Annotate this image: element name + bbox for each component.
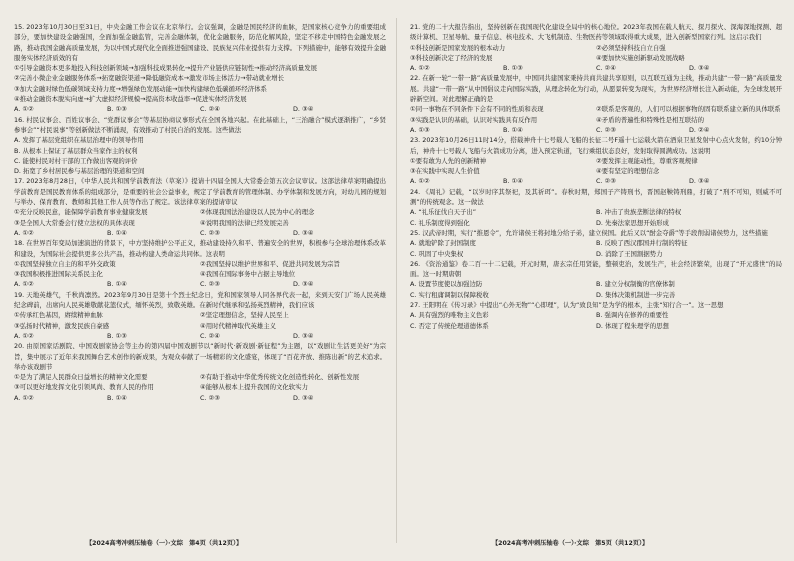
option-d: D. ③④ xyxy=(293,393,314,402)
option-d: D. 拓宽了乡村居民参与基层治理的渠道和空间 xyxy=(14,167,145,176)
option-c: C. ②④ xyxy=(200,331,220,340)
option-a: A. ①② xyxy=(410,177,430,186)
option-a: A. ①② xyxy=(410,64,430,73)
option-c: C. ②④ xyxy=(596,64,616,73)
option-a: A. ①② xyxy=(14,393,34,402)
question-stem: 27. 王阳明在《传习录》中提出“心外无物”“心即理”，认为“致良知”是为学的根本，主张“知行合一”。这一思想 xyxy=(410,301,724,310)
question-item: ①充分反映民意，能保障学前教育事业健康发展 xyxy=(14,208,148,217)
option-c: C. 实行租庸调制以保障税收 xyxy=(410,290,489,299)
left-page xyxy=(14,22,386,532)
question-item: ③弘扬时代精神，激发民族自豪感 xyxy=(14,321,110,330)
question-stem: 24. 《周礼》记载，“以岁时序其祭祀，及其祈珥”。春秋时期，郑国子产铸刑书，晋国赵鞅铸刑鼎，打破了“刑不可知，则威不可测”的传统观念。这一做法 xyxy=(410,187,782,207)
option-d: D. 消除了王国割据势力 xyxy=(596,249,663,258)
question-item: ②必须坚持科技自立自强 xyxy=(596,43,666,52)
question-item: ③科技创新决定了经济的发展 xyxy=(410,53,493,62)
answer-options xyxy=(410,279,782,300)
option-b: B. 从根本上保证了基层群众当家作主的权利 xyxy=(14,146,138,155)
question-26 xyxy=(410,259,782,300)
answer-options xyxy=(14,104,386,114)
question-item: ④矛盾的普遍性和特殊性是相互联结的 xyxy=(596,115,704,124)
question-21 xyxy=(410,22,782,73)
answer-options xyxy=(410,125,782,135)
question-item: ②有助于推动中华优秀传统文化创造性转化、创新性发展 xyxy=(200,373,360,382)
option-b: B. 反映了西汉郡国并行制的特征 xyxy=(596,239,688,248)
question-stem: 17. 2023年8月28日，《中华人民共和国学前教育法（草案）》提请十四届全国人大常委会第五次会议审议。这部法律草案明确提出学前教育是国民教育体系的组成部分，是重要的社会公益事业，规定了学前教育的管理体制、办学体制和发展方向，对幼儿园的规划与举办、保育教育、教师和其他工作人员等作出了规定。该法律草案的提请审议 xyxy=(14,177,386,207)
answer-options xyxy=(410,238,782,259)
option-d: D. 先秦法家思想开始形成 xyxy=(596,218,669,227)
option-c: C. 能使村民对村干部的工作做出客观的评价 xyxy=(14,156,138,165)
question-22 xyxy=(410,73,782,135)
option-c: C. ②③ xyxy=(200,228,220,237)
question-15 xyxy=(14,22,386,115)
statement-list xyxy=(410,43,782,64)
question-stem: 18. 在世界百年变局加速演进的背景下，中方坚持维护公平正义，推动建设持久和平、普遍安全的世界，积极参与全球治理体系改革和建设，为国际社会提供更多公共产品，推动构建人类命运共同体。这表明 xyxy=(14,239,386,258)
answer-options xyxy=(14,228,386,238)
question-item: ②体现我国法治建设以人民为中心的理念 xyxy=(200,208,315,217)
option-b: B. 强调内在修养的重要性 xyxy=(596,311,669,320)
question-item: ①传承红色基因，赓续精神血脉 xyxy=(14,311,103,320)
option-a: A. ①② xyxy=(14,331,34,340)
option-c: C. ②③ xyxy=(596,177,616,186)
option-a: A. ①② xyxy=(14,105,34,114)
option-b: B. ①③ xyxy=(503,64,523,73)
question-item: ③实践是认识的基础，认识对实践具有反作用 xyxy=(410,115,538,124)
option-b: B. 冲击了贵族垄断法律的特权 xyxy=(596,208,682,217)
answer-options xyxy=(14,331,386,341)
option-d: D. ③④ xyxy=(689,64,710,73)
question-item: ④我国在国际事务中占据主导地位 xyxy=(200,270,296,279)
right-page xyxy=(410,22,782,532)
question-item: ①同一事物在不同条件下会有不同的性质和表现 xyxy=(410,105,544,114)
page-footer-left: 【2024高考冲刺压轴卷（一）·文综 第4页（共12页）】 xyxy=(86,540,243,547)
statement-list xyxy=(14,310,386,331)
option-b: B. ①④ xyxy=(503,177,523,186)
option-d: D. 体现了程朱理学的思想 xyxy=(596,321,669,330)
question-item: ③加大金融对绿色低碳领域支持力度→增强绿色发展动能→加快构建绿色低碳循环经济体系 xyxy=(14,84,267,93)
question-stem: 26. 《资治通鉴》卷二百一十二记载，开元时期，唐玄宗任用贤能，整顿吏治，发展生产，社会经济繁荣，出现了“开元盛世”的局面。这一时期唐朝 xyxy=(410,259,782,279)
question-stem: 23. 2023年10月26日11时14分，搭载神舟十七号载人飞船的长征二号F遥十七运载火箭在酒泉卫星发射中心点火发射，约10分钟后，神舟十七号载人飞船与火箭成功分离，进入预定轨道，飞行乘组状态良好，发射取得圆满成功。这说明 xyxy=(410,136,782,155)
option-a: A. 设置节度使以加强边防 xyxy=(410,280,483,289)
question-stem: 21. 党的二十大报告指出，坚持创新在我国现代化建设全局中的核心地位。2023年我国在载人航天、探月探火、深海深地探测、超级计算机、卫星导航、量子信息、核电技术、大飞机制造、生物医药等领域取得重大成果，进入创新型国家行列。这启示我们 xyxy=(410,23,782,42)
question-item: ④说明我国的法律已经发展完善 xyxy=(200,218,289,227)
question-item: ④推动金融资本脱实向虚→扩大虚拟经济规模→提高资本收益率→促进实体经济发展 xyxy=(14,95,247,104)
question-item: ②要发挥主观能动性，尊重客观规律 xyxy=(596,156,698,165)
question-item: ②坚定理想信念，坚持人民至上 xyxy=(200,311,289,320)
question-18 xyxy=(14,238,386,289)
question-item: ①引导金融资本更多地投入科技创新领域→加强科技成果转化→提升产业链供应链韧性→推动经济高质量发展 xyxy=(14,64,317,73)
question-item: ①是为了满足人民群众日益增长的精神文化需要 xyxy=(14,373,148,382)
page-footer-right: 【2024高考冲刺压轴卷（一）·文综 第5页（共12页）】 xyxy=(492,540,649,547)
option-a: A. “礼乐征伐自天子出” xyxy=(410,208,477,217)
question-item: ②完善小微企业金融服务体系→拓宽融资渠道→降低融资成本→激发市场主体活力→带动就业增长 xyxy=(14,74,284,83)
question-25 xyxy=(410,228,782,259)
question-20 xyxy=(14,341,386,403)
option-a: A. 具有强烈的唯物主义色彩 xyxy=(410,311,489,320)
option-c: C. 礼乐制度得到强化 xyxy=(410,218,470,227)
option-c: C. ②④ xyxy=(200,105,220,114)
question-item: ③我国积极推进国际关系民主化 xyxy=(14,270,103,279)
statement-list xyxy=(14,372,386,393)
answer-options xyxy=(410,207,782,228)
question-27 xyxy=(410,300,782,331)
option-d: D. ③④ xyxy=(293,228,314,237)
question-item: ④能够从根本上提升我国的文化软实力 xyxy=(200,383,308,392)
option-b: B. 建立分权制衡的官僚体制 xyxy=(596,280,675,289)
question-item: ①科技创新是国家发展的根本动力 xyxy=(410,43,506,52)
option-c: C. 巩固了中央集权 xyxy=(410,249,464,258)
option-d: D. ②④ xyxy=(689,125,710,134)
question-item: ④要加快实施创新驱动发展战略 xyxy=(596,53,685,62)
page-fold-divider xyxy=(396,18,397,543)
option-c: C. 否定了传统伦理道德体系 xyxy=(410,321,489,330)
statement-list xyxy=(410,104,782,125)
option-c: C. ②③ xyxy=(200,393,220,402)
question-17 xyxy=(14,176,386,238)
question-stem: 19. 天地英雄气，千秋尚凛然。2023年9月30日是第十个烈士纪念日，党和国家领导人同各界代表一起，来到天安门广场人民英雄纪念碑前，出席向人民英雄敬献花篮仪式，缅怀英烈，致敬英雄。在新时代继承和弘扬英烈精神，我们应该 xyxy=(14,290,386,310)
option-d: D. 集体决策机制进一步完善 xyxy=(596,290,676,299)
answer-options xyxy=(410,176,782,186)
option-b: B. ①④ xyxy=(107,228,127,237)
question-stem: 16. 村民议事会、百姓议事会、“党群议事会”等基层协商议事形式在全国各地兴起。在此基础上，“三治融合”模式逐渐推广，“乡贤参事会”“村民说事”等创新做法不断涌现，有效推动了村民自治的发展。这些做法 xyxy=(14,115,386,134)
option-d: D. ③④ xyxy=(293,280,314,289)
question-16 xyxy=(14,115,386,177)
answer-options xyxy=(410,63,782,73)
question-item: ①我国坚持独立自主的和平外交政策 xyxy=(14,259,116,268)
question-stem: 15. 2023年10月30日至31日，中央金融工作会议在北京举行。会议强调，金融是国民经济的血脉，是国家核心竞争力的重要组成部分，要加快建设金融强国，全面加强金融监管，完善金融体制，优化金融服务，防范化解风险，坚定不移走中国特色金融发展之路，推动我国金融高质量发展，为以中国式现代化全面推进强国建设、民族复兴伟业提供有力支撑。下列措施中，能够有效提升金融服务实体经济质效的有 xyxy=(14,23,386,62)
question-stem: 20. 由原国家话剧院、中国戏剧家协会等主办的第四届中国戏剧节以“新时代·新戏剧·新征程”为主题，以“戏剧让生活更美好”为宗旨，集中展示了近年来我国舞台艺术创作的新成果，为观众奉献了一场精彩的文化盛宴，体现了“百花齐放、推陈出新”的艺术追求。举办该戏剧节 xyxy=(14,342,386,371)
option-b: B. ①④ xyxy=(107,393,127,402)
question-item: ②我国坚持以维护世界和平、促进共同发展为宗旨 xyxy=(200,259,340,268)
question-item: ③在实践中实现人生价值 xyxy=(410,167,480,176)
answer-options xyxy=(14,279,386,289)
option-c: C. ②③ xyxy=(200,280,220,289)
statement-list xyxy=(14,207,386,228)
question-item: ②联系是客观的，人们可以根据事物的固有联系建立新的具体联系 xyxy=(596,105,781,114)
answer-options xyxy=(14,393,386,403)
question-item: ④用时代精神取代英雄主义 xyxy=(200,321,277,330)
option-d: D. ③④ xyxy=(293,105,314,114)
option-d: D. ③④ xyxy=(293,331,314,340)
answer-options xyxy=(410,310,782,331)
question-item: ①要有敢为人先的创新精神 xyxy=(410,156,487,165)
option-d: D. ③④ xyxy=(689,177,710,186)
question-19 xyxy=(14,290,386,341)
question-stem: 25. 汉武帝时期，实行“推恩令”，允许诸侯王将封地分给子弟，建立侯国。此后又以“酎金夺爵”等手段削弱诸侯势力，这些措施 xyxy=(410,228,768,237)
statement-list xyxy=(410,156,782,177)
question-item: ④要有坚定的理想信念 xyxy=(596,167,660,176)
option-a: A. ①② xyxy=(14,280,34,289)
option-a: A. 发挥了基层党组织在基层治理中的领导作用 xyxy=(14,136,144,145)
option-b: B. ①③ xyxy=(107,105,127,114)
option-b: B. ①③ xyxy=(107,331,127,340)
option-c: C. ②③ xyxy=(596,125,616,134)
option-a: A. 就地铲除了封国制度 xyxy=(410,239,476,248)
question-item: ③是全国人大常委会行使立法权的具体表现 xyxy=(14,218,135,227)
question-23 xyxy=(410,135,782,186)
option-a: A. ①③ xyxy=(410,125,430,134)
option-b: B. ①④ xyxy=(107,280,127,289)
question-stem: 22. 在新一轮“一带一路”高质量发展中，中国同共建国家秉持共商共建共享原则，以互联互通为主线，推动共建“一带一路”高质量发展。共建“一带一路”从中国倡议走向国际实践，从理念转化为行动，从愿景转变为现实，为世界经济增长注入新动能，为全球发展开辟新空间。对此理解正确的是 xyxy=(410,74,782,104)
question-item: ③可以更好地发挥文化引领风尚、教育人民的作用 xyxy=(14,383,154,392)
option-b: B. ①④ xyxy=(503,125,523,134)
statement-list xyxy=(14,259,386,280)
option-a: A. ①② xyxy=(14,228,34,237)
question-24 xyxy=(410,187,782,228)
